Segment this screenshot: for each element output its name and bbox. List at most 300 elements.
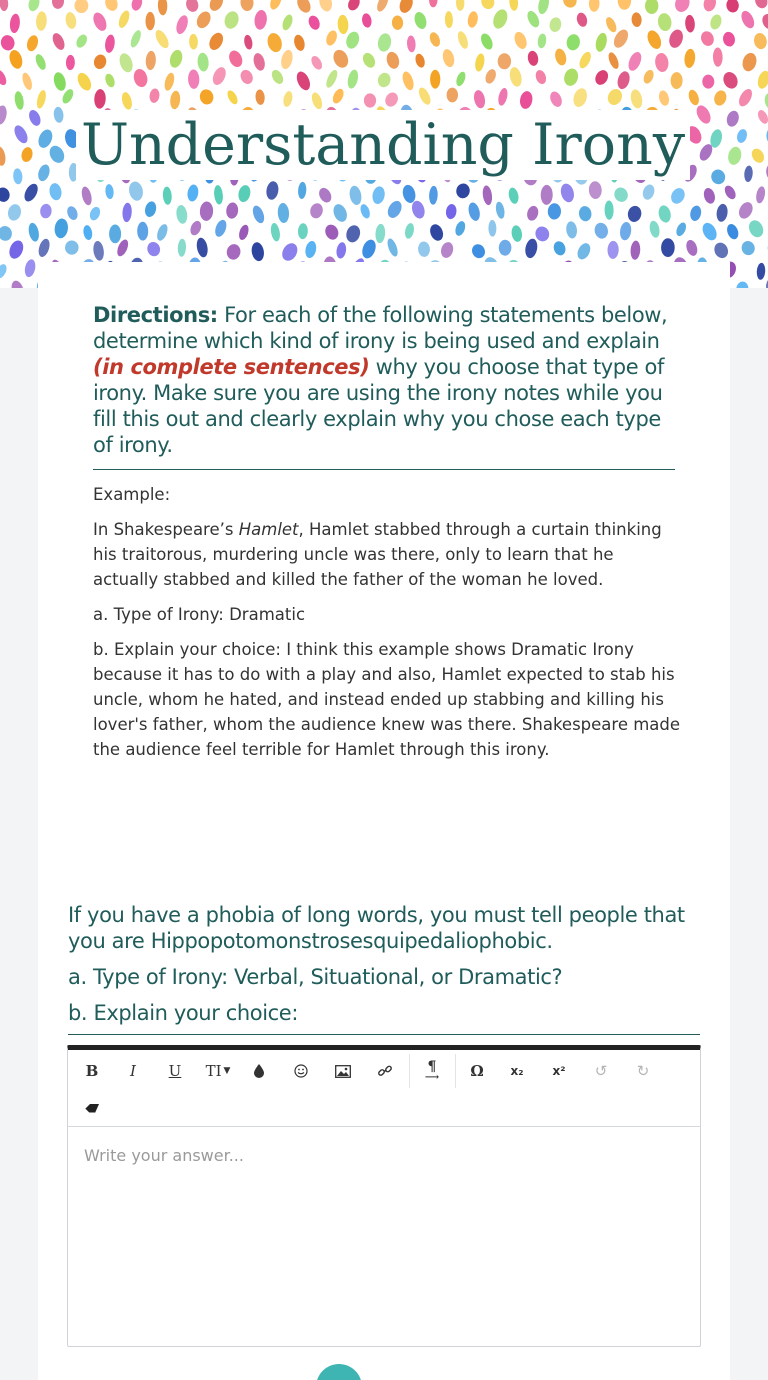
watercolor-dot [385, 237, 399, 258]
watercolor-dot [509, 0, 519, 11]
watercolor-dot [53, 106, 64, 123]
watercolor-dot [163, 72, 176, 92]
watercolor-dot [13, 91, 24, 111]
watercolor-dot [702, 74, 714, 88]
watercolor-dot [199, 201, 213, 221]
watercolor-dot [534, 69, 548, 86]
watercolor-dot [27, 0, 42, 13]
watercolor-dot [270, 222, 282, 242]
watercolor-dot [657, 12, 673, 32]
watercolor-dot [75, 71, 94, 93]
watercolor-dot [715, 203, 728, 222]
editor-toolbar [68, 1050, 700, 1127]
watercolor-dot [410, 199, 427, 220]
watercolor-dot [499, 239, 512, 255]
watercolor-dot [47, 143, 67, 165]
watercolor-dot [189, 34, 198, 50]
watercolor-dot [92, 53, 107, 70]
answer-input[interactable] [84, 1146, 684, 1165]
watercolor-dot [207, 31, 226, 53]
watercolor-dot [479, 0, 496, 11]
watercolor-dot [642, 68, 656, 85]
watercolor-dot [657, 204, 672, 224]
header-banner [0, 0, 768, 288]
watercolor-dot [397, 0, 415, 15]
toolbar-separator [455, 1054, 456, 1088]
example-paragraph [93, 517, 683, 592]
watercolor-dot [48, 182, 63, 201]
watercolor-dot [548, 203, 562, 220]
watercolor-dot [238, 68, 255, 86]
watercolor-dot [12, 123, 30, 145]
watercolor-dot [225, 89, 239, 106]
watercolor-dot [474, 53, 486, 72]
watercolor-dot [213, 218, 228, 238]
watercolor-dot [122, 202, 133, 222]
watercolor-dot [484, 68, 498, 85]
watercolor-dot [467, 201, 482, 222]
watercolor-dot [456, 30, 470, 50]
paragraph-direction-button[interactable] [416, 1055, 448, 1087]
watercolor-dot [294, 70, 312, 93]
watercolor-dot [673, 0, 692, 14]
watercolor-dot [392, 15, 404, 30]
watercolor-dot [149, 88, 160, 103]
watercolor-dot [616, 70, 632, 91]
watercolor-dot [36, 163, 51, 183]
watercolor-dot [175, 204, 188, 224]
watercolor-dot [507, 187, 520, 205]
watercolor-dot [709, 168, 727, 187]
watercolor-dot [428, 31, 442, 48]
watercolor-dot [188, 69, 200, 89]
watercolor-dot [684, 239, 699, 258]
watercolor-dot [736, 200, 755, 221]
watercolor-dot [406, 35, 416, 52]
ink-drop-icon[interactable] [243, 1055, 275, 1087]
watercolor-dot [361, 13, 373, 29]
special-characters-button[interactable]: Ω [470, 1062, 484, 1080]
watercolor-dot [441, 48, 456, 68]
subscript-button[interactable]: x₂ [510, 1064, 524, 1078]
watercolor-dot [445, 203, 457, 219]
smiley-icon[interactable] [285, 1055, 317, 1087]
watercolor-dot [607, 241, 619, 259]
watercolor-dot [447, 88, 458, 103]
watercolor-dot [64, 11, 77, 30]
watercolor-dot [383, 90, 400, 109]
watercolor-dot [552, 240, 567, 257]
watercolor-dot [227, 48, 245, 69]
watercolor-dot [645, 0, 658, 14]
watercolor-dot [525, 205, 540, 222]
watercolor-dot [589, 0, 600, 12]
watercolor-dot [129, 29, 143, 49]
question-type-prompt: a. Type of Irony: Verbal, Situational, or Dramatic? [68, 965, 563, 989]
superscript-button[interactable]: x² [552, 1064, 566, 1078]
watercolor-dot [237, 224, 250, 242]
watercolor-dot [508, 66, 523, 88]
watercolor-dot [207, 0, 226, 13]
watercolor-dot [35, 11, 47, 31]
watercolor-dot [22, 182, 41, 204]
watercolor-dot [82, 224, 93, 240]
watercolor-dot [279, 240, 300, 263]
italic-button[interactable]: I [130, 1062, 136, 1080]
watercolor-dot [694, 103, 714, 126]
example-paragraph-em: Hamlet [238, 520, 299, 539]
watercolor-dot [753, 32, 768, 50]
watercolor-dot [428, 222, 445, 242]
watercolor-dot [631, 12, 642, 27]
watercolor-dot [137, 222, 148, 241]
watercolor-dot [225, 243, 241, 261]
watercolor-dot [317, 186, 334, 205]
watercolor-dot [145, 51, 156, 71]
watercolor-dot [605, 87, 624, 108]
watercolor-dot [109, 225, 121, 244]
watercolor-dot [575, 241, 593, 261]
watercolor-dot [198, 88, 214, 106]
watercolor-dot [629, 88, 644, 109]
watercolor-dot [713, 47, 723, 66]
watercolor-dot [120, 91, 133, 110]
watercolor-dot [0, 263, 9, 280]
watercolor-dot [376, 71, 392, 88]
watercolor-dot [13, 168, 24, 185]
watercolor-dot [404, 222, 416, 239]
watercolor-dot [27, 108, 43, 127]
watercolor-dot [174, 14, 190, 36]
watercolor-dot [736, 87, 754, 109]
watercolor-dot [764, 92, 768, 110]
example-type-line: a. Type of Irony: Dramatic [93, 605, 306, 624]
watercolor-dot [268, 0, 284, 11]
watercolor-dot [689, 205, 703, 222]
watercolor-dot [34, 53, 48, 72]
watercolor-dot [0, 0, 9, 11]
watercolor-dot [213, 185, 224, 205]
watercolor-dot [725, 109, 741, 128]
watercolor-dot [626, 205, 642, 223]
watercolor-dot [298, 223, 309, 239]
watercolor-dot [331, 87, 346, 105]
watercolor-dot [479, 32, 495, 52]
watercolor-dot [52, 71, 68, 92]
watercolor-dot [723, 184, 738, 201]
watercolor-dot [298, 182, 307, 200]
watercolor-dot [593, 68, 611, 87]
watercolor-dot [687, 88, 701, 106]
example-paragraph-post: , Hamlet stabbed through a curtain thinking his traitorous, murdering uncle was there, only to learn that he actually stabbed and killed the father of the woman he loved. [93, 520, 662, 589]
watercolor-dot [699, 29, 716, 48]
watercolor-dot [565, 221, 578, 239]
watercolor-dot [417, 241, 430, 257]
watercolor-dot [548, 90, 564, 109]
directions-text-1: For each of the following statements below, determine which kind of irony is being used and explain [93, 303, 668, 353]
answer-area [84, 1146, 684, 1166]
watercolor-dot [155, 223, 170, 242]
watercolor-dot [417, 86, 433, 107]
watercolor-dot [88, 205, 102, 222]
watercolor-dot [195, 237, 209, 258]
watercolor-dot [307, 14, 322, 31]
watercolor-dot [709, 13, 724, 31]
watercolor-dot [375, 0, 391, 13]
watercolor-dot [54, 218, 70, 239]
watercolor-dot [527, 50, 540, 67]
watercolor-dot [168, 48, 184, 69]
watercolor-dot [177, 238, 186, 256]
redo-icon[interactable]: ↻ [636, 1062, 650, 1080]
watercolor-dot [25, 34, 40, 53]
watercolor-dot [66, 55, 75, 70]
watercolor-dot [35, 89, 47, 109]
watercolor-dot [103, 0, 120, 13]
title-box [76, 110, 690, 180]
answer-editor [67, 1045, 701, 1347]
watercolor-dot [413, 11, 429, 31]
text-size-button[interactable] [202, 1055, 234, 1087]
watercolor-dot [64, 240, 79, 255]
watercolor-dot [0, 186, 11, 203]
watercolor-dot [472, 89, 486, 109]
watercolor-dot [712, 240, 730, 260]
watercolor-dot [445, 11, 454, 28]
watercolor-dot [7, 238, 26, 260]
watercolor-dot [537, 0, 551, 15]
watercolor-dot [577, 50, 593, 70]
watercolor-dot [756, 69, 768, 90]
watercolor-dot [657, 89, 670, 106]
watercolor-dot [51, 0, 64, 9]
watercolor-dot [756, 108, 768, 125]
watercolor-dot [497, 87, 509, 106]
watercolor-dot [604, 16, 619, 34]
watercolor-dot [225, 202, 239, 220]
watercolor-dot [648, 220, 661, 239]
directions [93, 302, 678, 458]
watercolor-dot [749, 146, 766, 165]
watercolor-dot [237, 184, 252, 203]
example-explain-line: b. Explain your choice: I think this example shows Dramatic Irony because it has to do with a play and also, Hamlet expected to stab his uncle, whom he hated, and instead ended up stabbing and killing his lover's father, whom the audience knew was there. Shakespeare made the audience feel terrible for Hamlet through this irony. [93, 640, 681, 759]
watercolor-dot [324, 29, 339, 47]
example-label: Example: [93, 485, 171, 504]
watercolor-dot [153, 28, 171, 50]
undo-icon[interactable]: ↺ [594, 1062, 608, 1080]
watercolor-dot [104, 34, 116, 54]
example-section [93, 482, 683, 772]
watercolor-dot [553, 47, 568, 66]
watercolor-dot [619, 221, 632, 241]
watercolor-dot [104, 72, 117, 88]
watercolor-dot [700, 220, 720, 242]
watercolor-dot [722, 31, 736, 48]
watercolor-dot [512, 30, 529, 51]
watercolor-dot [361, 51, 378, 70]
watercolor-dot [130, 0, 144, 12]
watercolor-dot [318, 0, 334, 13]
watercolor-dot [364, 93, 376, 107]
watercolor-dot [739, 9, 757, 30]
watercolor-dot [455, 70, 468, 87]
watercolor-dot [401, 183, 417, 204]
watercolor-dot [304, 240, 318, 259]
watercolor-dot [9, 279, 26, 288]
watercolor-dot [295, 0, 314, 15]
watercolor-dot [94, 89, 106, 109]
watercolor-dot [186, 184, 199, 202]
watercolor-dot [169, 90, 181, 110]
watercolor-dot [50, 31, 67, 51]
watercolor-dot [0, 104, 8, 125]
image-icon[interactable] [327, 1055, 359, 1087]
pilcrow-icon: ¶ [427, 1059, 437, 1075]
directions-label: Directions: [93, 303, 218, 327]
watercolor-dot [667, 28, 685, 50]
eraser-icon[interactable] [76, 1093, 108, 1125]
example-paragraph-pre: In Shakespeare’s [93, 520, 239, 539]
caret-down-icon: ▼ [223, 1066, 231, 1076]
watercolor-dot [482, 185, 494, 206]
watercolor-dot [670, 72, 682, 89]
watercolor-dot [430, 70, 440, 89]
watercolor-dot [593, 221, 609, 240]
watercolor-dot [684, 48, 697, 68]
watercolor-dot [348, 185, 363, 206]
watercolor-dot [712, 89, 728, 107]
watercolor-dot [744, 165, 754, 182]
watercolor-dot [117, 52, 135, 74]
watercolor-dot [194, 9, 213, 30]
watercolor-dot [281, 13, 295, 31]
watercolor-dot [498, 53, 512, 69]
watercolor-dot [641, 183, 656, 201]
watercolor-dot [360, 238, 378, 260]
watercolor-dot [746, 218, 766, 240]
watercolor-dot [105, 184, 115, 200]
watercolor-dot [429, 186, 439, 205]
watercolor-dot [74, 0, 89, 13]
watercolor-dot [735, 281, 749, 288]
watercolor-dot [740, 239, 757, 256]
watercolor-dot [735, 128, 748, 144]
watercolor-dot [756, 263, 766, 281]
watercolor-dot [21, 71, 34, 91]
watercolor-dot [525, 9, 542, 29]
watercolor-dot [20, 146, 34, 163]
watercolor-dot [524, 238, 539, 259]
watercolor-dot [127, 180, 144, 202]
watercolor-dot [725, 0, 739, 13]
watercolor-dot [702, 0, 718, 13]
watercolor-dot [414, 53, 427, 69]
watercolor-dot [721, 70, 740, 91]
watercolor-dot [255, 89, 266, 105]
watercolor-dot [561, 0, 579, 10]
watercolor-dot [429, 0, 438, 7]
watercolor-dot [252, 52, 267, 72]
page-title: Understanding Irony [80, 112, 686, 178]
watercolor-dot [385, 199, 404, 221]
directions-text-2: why you choose that type of irony. Make sure you are using the irony notes while you fill this out and clearly explain why you chose each type of irony. [93, 355, 664, 457]
watercolor-dot [0, 68, 9, 87]
watercolor-dot [371, 185, 386, 205]
watercolor-dot [454, 220, 467, 237]
watercolor-dot [265, 180, 280, 200]
watercolor-dot [188, 219, 203, 237]
watercolor-dot [265, 31, 284, 53]
watercolor-dot [197, 52, 210, 72]
watercolor-dot [541, 185, 553, 205]
watercolor-dot [6, 203, 22, 222]
watercolor-dot [753, 0, 768, 10]
toolbar-separator [409, 1054, 410, 1088]
watercolor-dot [222, 10, 240, 31]
underline-button[interactable]: U [168, 1062, 182, 1080]
watercolor-dot [74, 33, 89, 50]
watercolor-dot [65, 205, 79, 222]
watercolor-dot [685, 15, 696, 33]
watercolor-dot [559, 182, 576, 204]
watercolor-dot [626, 50, 644, 73]
watercolor-dot [279, 49, 294, 71]
watercolor-dot [324, 68, 340, 89]
watercolor-dot [243, 34, 253, 50]
watercolor-dot [40, 203, 53, 218]
watercolor-dot [594, 32, 609, 53]
watercolor-dot [331, 202, 349, 224]
watercolor-dot [331, 47, 351, 70]
watercolor-dot [654, 52, 669, 72]
watercolor-dot [645, 28, 664, 51]
watercolor-dot [537, 33, 547, 49]
watercolor-dot [346, 69, 360, 90]
watercolor-dot [510, 225, 523, 243]
watercolor-dot [702, 187, 717, 205]
watercolor-dot [562, 67, 580, 88]
watercolor-dot [491, 7, 510, 30]
watercolor-dot [755, 186, 767, 204]
watercolor-dot [456, 0, 465, 11]
watercolor-dot [92, 240, 105, 261]
watercolor-dot [335, 242, 347, 260]
text-size-label: TI [205, 1062, 222, 1080]
watercolor-dot [251, 204, 267, 225]
question-explain-prompt: b. Explain your choice: [68, 1001, 299, 1025]
watercolor-dot [132, 68, 149, 89]
watercolor-dot [7, 48, 24, 70]
watercolor-dot [548, 16, 562, 33]
watercolor-dot [519, 90, 534, 110]
bold-button[interactable]: B [85, 1062, 99, 1080]
watercolor-dot [575, 11, 588, 27]
watercolor-dot [439, 241, 455, 260]
watercolor-dot [36, 127, 55, 150]
link-icon[interactable] [369, 1055, 401, 1087]
watercolor-dot [760, 12, 768, 32]
watercolor-dot [467, 10, 480, 28]
watercolor-dot [455, 182, 471, 199]
watercolor-dot [0, 225, 13, 242]
watercolor-dot [571, 86, 589, 108]
watercolor-dot [309, 202, 325, 220]
watercolor-dot [269, 68, 285, 86]
arrow-right-icon: ⟶ [424, 1072, 440, 1083]
watercolor-dot [578, 205, 592, 222]
watercolor-dot [158, 0, 168, 15]
watercolor-dot [117, 9, 132, 29]
